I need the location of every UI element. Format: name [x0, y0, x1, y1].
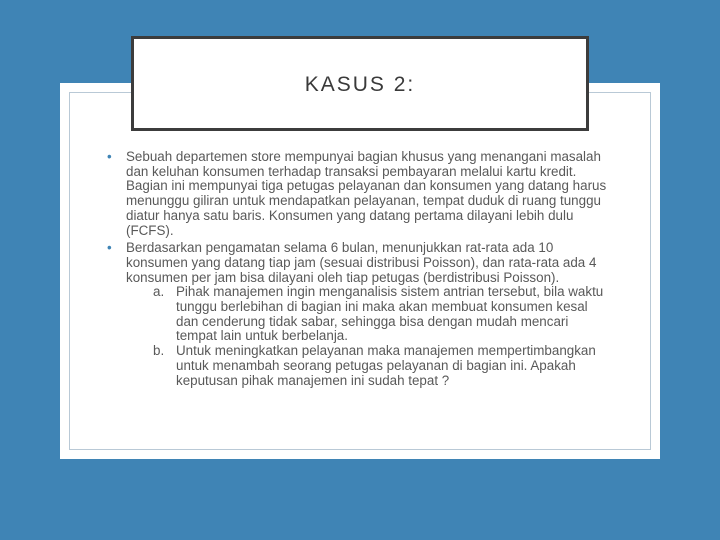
slide-title: KASUS 2:: [304, 72, 416, 96]
bullet-marker: •: [107, 240, 112, 256]
bullet-item: [107, 150, 607, 238]
sub-item-text: Untuk meningkatkan pelayanan maka manajemen mempertimbangkan untuk menambah seorang petugas pelayanan di bagian ini. Apakah keputusan pihak manajemen ini sudah tepat ?: [176, 343, 596, 388]
bullet-text: Sebuah departemen store mempunyai bagian khusus yang menangani masalah dan keluhan konsumen terhadap transaksi pembayaran melalui kartu kredit. Bagian ini mempunyai tiga petugas pelayanan dan konsumen yang datang harus menunggu giliran untuk mendapatkan pelayanan, tempat duduk di ruang tunggu diatur hanya satu baris. Konsumen yang datang pertama dilayani lebih dulu (FCFS).: [126, 149, 607, 238]
sub-item: [126, 285, 607, 344]
sub-item-marker: b.: [153, 343, 165, 359]
sub-item-marker: a.: [153, 284, 165, 300]
title-box: [131, 36, 589, 131]
bullet-marker: •: [107, 149, 112, 164]
slide-body: [107, 150, 607, 391]
sub-item: [126, 344, 607, 388]
sub-item-text: Pihak manajemen ingin menganalisis sistem antrian tersebut, bila waktu tunggu berlebihan di bagian ini maka akan membuat konsumen kesal dan cenderung tidak sabar, sehingga bisa dengan mudah mencari tempat lain untuk berbelanja.: [176, 284, 604, 344]
bullet-text: Berdasarkan pengamatan selama 6 bulan, menunjukkan rat-rata ada 10 konsumen yang datang tiap jam (sesuai distribusi Poisson), dan rata-rata ada 4 konsumen per jam bisa dilayani oleh tiap petugas (berdistribusi Poisson).: [126, 240, 597, 285]
bullet-item: [107, 241, 607, 388]
